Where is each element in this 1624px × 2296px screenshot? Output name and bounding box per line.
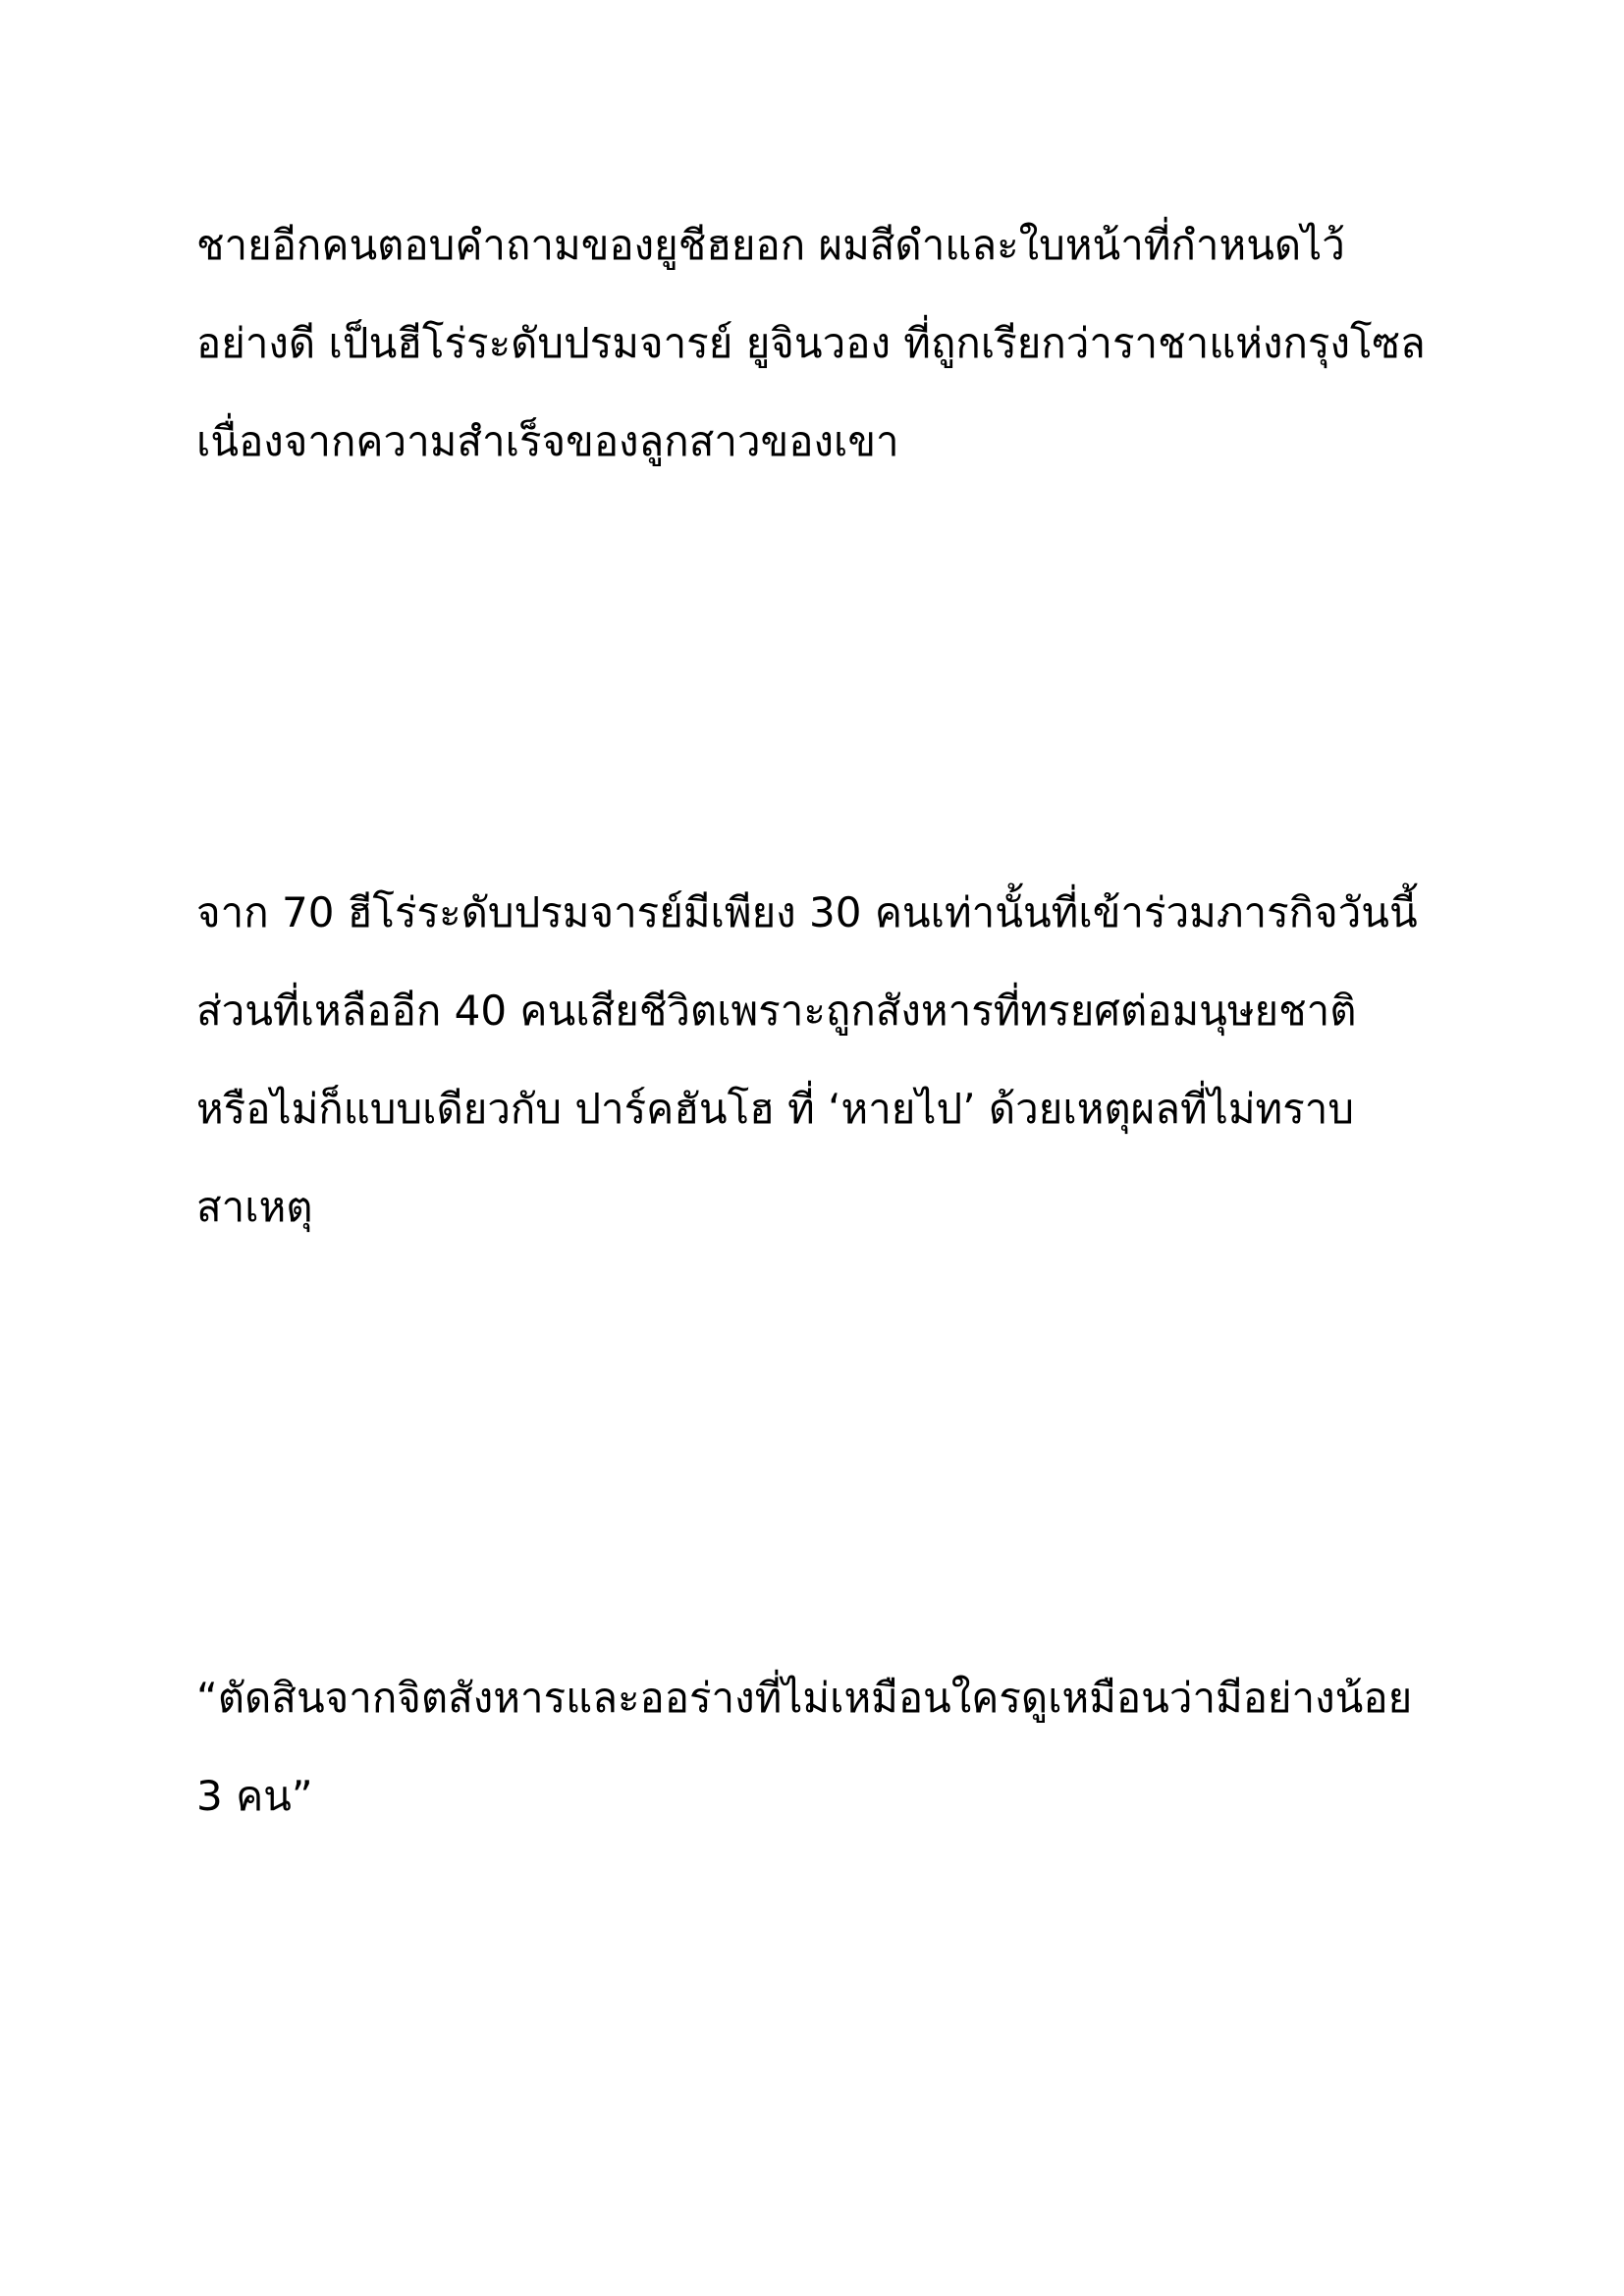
paragraph-line: จาก 70 ฮีโร่ระดับปรมจารย์มีเพียง 30 คนเท่านั้นที่เข้าร่วมภารกิจวันนี้ (196, 888, 1418, 936)
paragraph-1 (196, 196, 1473, 491)
paragraph-line: 3 คน” (196, 1772, 313, 1820)
paragraph-line: “ตัดสินจากจิตสังหารและออร่างที่ไม่เหมือนใครดูเหมือนว่ามีอย่างน้อย (196, 1674, 1413, 1722)
paragraph-line: สาเหตุ (196, 1183, 313, 1231)
paragraph-line: อย่างดี เป็นฮีโร่ระดับปรมจารย์ ยูจินวอง ที่ถูกเรียกว่าราชาแห่งกรุงโซล (196, 319, 1426, 367)
paragraph-line: ส่วนที่เหลืออีก 40 คนเสียชีวิตเพราะถูกสังหารที่ทรยศต่อมนุษยชาติ (196, 987, 1357, 1035)
paragraph-line: เนื่องจากความสำเร็จของลูกสาวของเขา (196, 417, 899, 465)
paragraph-3 (196, 1649, 1473, 1845)
paragraph-line: ชายอีกคนตอบคำถามของยูชีฮยอก ผมสีดำและใบหน้าที่กำหนดไว้ (196, 221, 1345, 269)
paragraph-line: หรือไม่ก็แบบเดียวกับ ปาร์คฮันโฮ ที่ ‘หายไป’ ด้วยเหตุผลที่ไม่ทราบ (196, 1085, 1355, 1133)
paragraph-2 (196, 864, 1473, 1256)
